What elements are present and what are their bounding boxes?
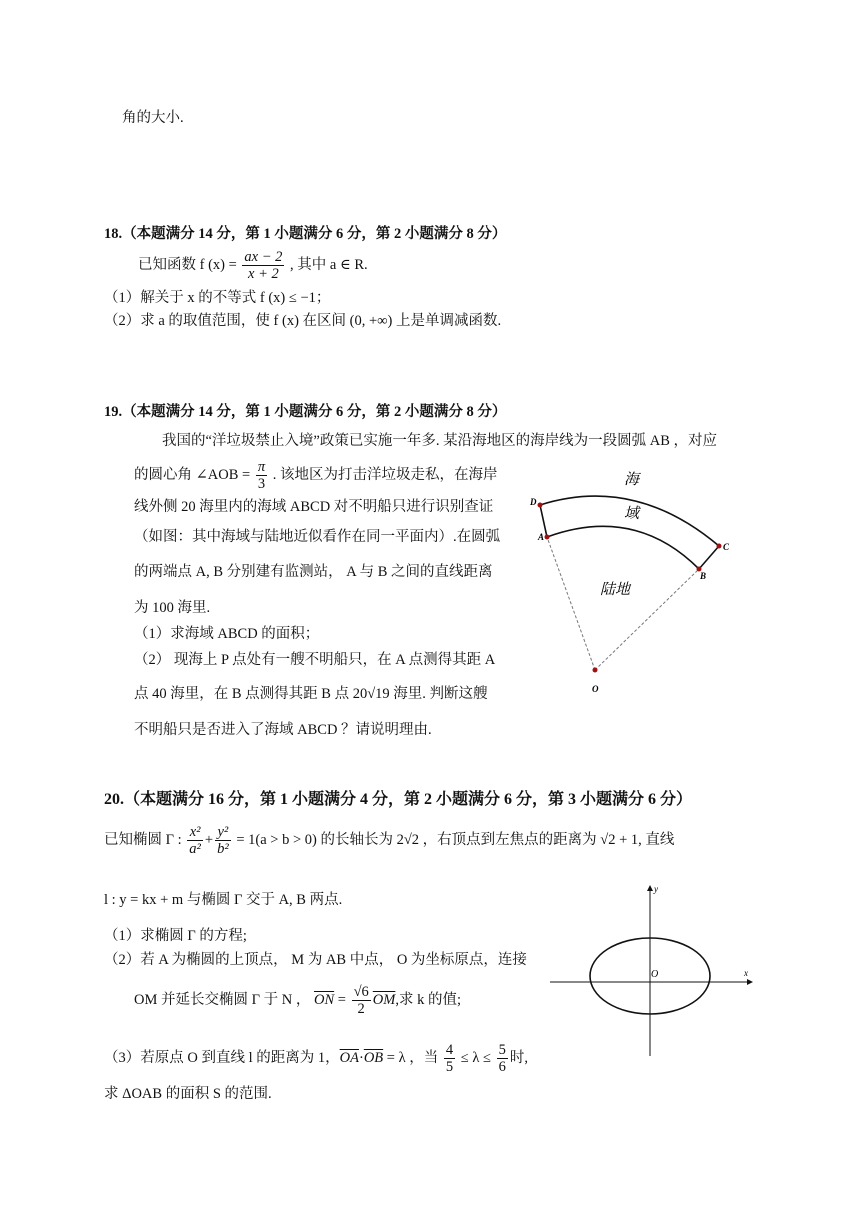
q18-frac-den: x + 2 bbox=[248, 266, 279, 283]
q19-part2c: 不明船只是否进入了海域 ABCD ？请说明理由. bbox=[134, 722, 432, 738]
q19-part2b: 点 40 海里，在 B 点测得其距 B 点 20√19 海里. 判断这艘 bbox=[134, 686, 488, 702]
q20-header: 20.（本题满分 16 分，第 1 小题满分 4 分，第 2 小题满分 6 分，第 3 小题满分 6 分） bbox=[104, 791, 693, 808]
point-c bbox=[717, 544, 722, 549]
q20-line1 bbox=[104, 818, 674, 862]
q19-line1: 我国的“洋垃圾禁止入境”政策已实施一年多. 某沿海地区的海岸线为一段圆弧 AB ，对应 bbox=[162, 433, 718, 449]
q19-line3: 线外侧 20 海里内的海域 ABCD 对不明船只进行识别查证 bbox=[134, 499, 494, 515]
q20-part2a: （2）若 A 为椭圆的上顶点， M 为 AB 中点， O 为坐标原点，连接 bbox=[104, 952, 527, 968]
q20-p3-post: 时, bbox=[509, 1050, 528, 1066]
q20-part3-last: 求 ΔOAB 的面积 S 的范围. bbox=[104, 1086, 272, 1102]
q18-header: 18.（本题满分 14 分，第 1 小题满分 6 分，第 2 小题满分 8 分） bbox=[104, 226, 507, 242]
q20-frac-x-num: x² bbox=[187, 824, 203, 841]
label-c: C bbox=[723, 542, 730, 552]
label-land: 陆地 bbox=[600, 582, 631, 598]
label-y: y bbox=[654, 884, 658, 894]
point-o bbox=[593, 668, 598, 673]
q19-line5: 的两端点 A, B 分别建有监测站， A 与 B 之间的直线距离 bbox=[134, 564, 493, 580]
q20-p2b-eq: = bbox=[337, 992, 346, 1008]
q20-p3-mid: = λ ，当 bbox=[386, 1050, 439, 1066]
label-a: A bbox=[538, 532, 545, 542]
label-o: O bbox=[592, 684, 599, 694]
q18-fraction bbox=[242, 249, 284, 282]
q20-frac-5-6-num: 5 bbox=[498, 1042, 506, 1059]
vector-on: $\overline{ON}$ bbox=[313, 992, 335, 1008]
label-origin: O bbox=[651, 969, 659, 980]
q20-l1-post: = 1(a > b > 0) 的长轴长为 2√2 ，右顶点到左焦点的距离为 √2 + 1, 直线 bbox=[236, 832, 675, 848]
q19-part1: （1）求海域 ABCD 的面积； bbox=[134, 626, 320, 642]
q19-l2-pre: 的圆心角 ∠AOB = bbox=[134, 467, 251, 483]
q18-frac-num: ax − 2 bbox=[244, 249, 283, 266]
q19-frac-num: π bbox=[257, 459, 266, 476]
q20-p3-le: ≤ λ ≤ bbox=[460, 1050, 491, 1066]
label-b: B bbox=[700, 571, 707, 581]
q19-line2 bbox=[134, 458, 497, 492]
q20-part3 bbox=[104, 1036, 528, 1080]
q18-part2: （2）求 a 的取值范围，使 f (x) 在区间 (0, +∞) 上是单调减函数. bbox=[104, 313, 502, 329]
q19-header: 19.（本题满分 14 分，第 1 小题满分 6 分，第 2 小题满分 8 分） bbox=[104, 404, 507, 420]
q20-p3-dot: · bbox=[358, 1050, 364, 1066]
q18-stem-pre: 已知函数 f (x) = bbox=[138, 257, 237, 273]
q19-part2a: （2） 现海上 P 点处有一艘不明船只，在 A 点测得其距 A bbox=[134, 652, 496, 668]
q20-frac-y-den: b² bbox=[217, 841, 229, 858]
q20-frac-4-5-den: 5 bbox=[445, 1059, 454, 1076]
q19-l2-post: . 该地区为打击洋垃圾走私，在海岸 bbox=[272, 467, 498, 483]
vector-oa: $\overline{OA}$ bbox=[339, 1050, 359, 1066]
q20-p2b-post: ,求 k 的值; bbox=[395, 992, 461, 1008]
q20-frac-5-6 bbox=[497, 1042, 508, 1075]
q20-ellipse-figure bbox=[550, 880, 760, 1060]
label-d: D bbox=[530, 497, 537, 507]
label-sea2: 域 bbox=[624, 506, 640, 522]
q19-line6: 为 100 海里. bbox=[134, 600, 211, 616]
q20-p3-pre: （3）若原点 O 到直线 l 的距离为 1， bbox=[104, 1050, 340, 1066]
radius-oa bbox=[547, 537, 595, 670]
q20-frac-sqrt6-den: 2 bbox=[357, 1001, 365, 1018]
q18-stem bbox=[138, 248, 368, 282]
q20-frac-5-6-den: 6 bbox=[498, 1059, 506, 1076]
q18-part1: （1）解关于 x 的不等式 f (x) ≤ −1； bbox=[104, 290, 331, 306]
q20-l1-pre: 已知椭圆 Γ : bbox=[104, 832, 182, 848]
q20-line2: l : y = kx + m 与椭圆 Γ 交于 A, B 两点. bbox=[104, 892, 343, 908]
q20-frac-4-5 bbox=[444, 1042, 455, 1075]
q20-p2b-pre: OM 并延长交椭圆 Γ 于 N ， bbox=[134, 992, 311, 1008]
q19-frac-den: 3 bbox=[257, 476, 266, 493]
label-sea1: 海 bbox=[624, 472, 640, 488]
q20-part1: （1）求椭圆 Γ 的方程; bbox=[104, 928, 247, 944]
q20-frac-sqrt6 bbox=[352, 984, 371, 1017]
point-a bbox=[545, 535, 550, 540]
q20-part2b bbox=[134, 978, 461, 1022]
label-x: x bbox=[744, 968, 748, 978]
q20-frac-y bbox=[215, 824, 231, 857]
q18-stem-post: , 其中 a ∈ R. bbox=[290, 257, 368, 273]
vector-ob: $\overline{OB}$ bbox=[363, 1050, 384, 1066]
q19-angle-fraction bbox=[256, 459, 267, 492]
q19-line4: （如图：其中海域与陆地近似看作在同一平面内）.在圆弧 bbox=[134, 529, 501, 545]
point-d bbox=[538, 503, 543, 508]
q20-frac-x-den: a² bbox=[189, 841, 201, 858]
q20-frac-sqrt6-num: √6 bbox=[353, 984, 369, 1001]
vector-om: $\overline{OM}$ bbox=[372, 992, 396, 1008]
q20-plus: + bbox=[204, 832, 214, 848]
q20-frac-x bbox=[187, 824, 203, 857]
q17-tail: 角的大小. bbox=[122, 110, 184, 126]
q20-frac-y-num: y² bbox=[215, 824, 231, 841]
q20-frac-4-5-num: 4 bbox=[445, 1042, 454, 1059]
q19-sea-figure bbox=[520, 460, 760, 700]
